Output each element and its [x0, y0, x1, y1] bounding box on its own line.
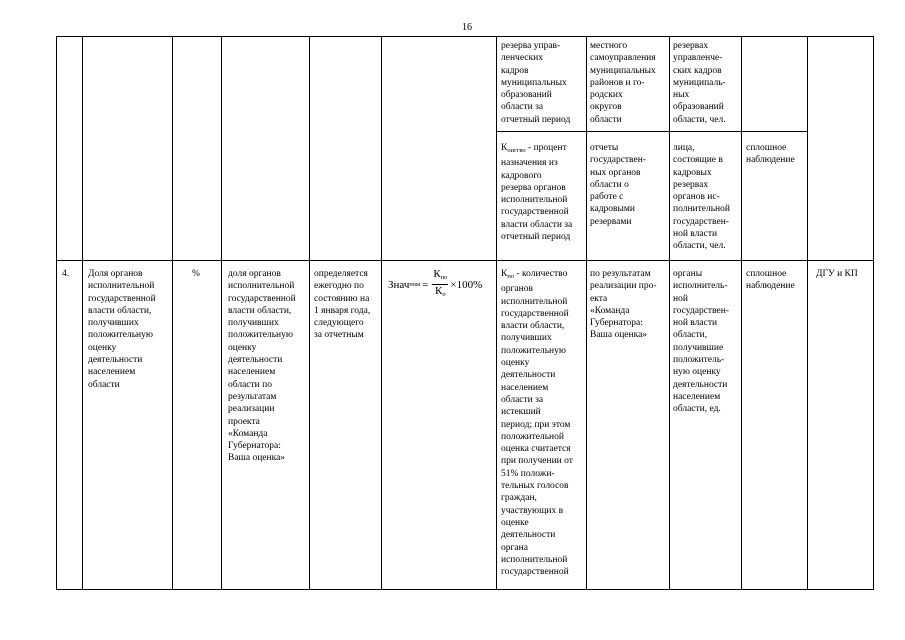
mid-row-col9-text: лица, состоящие в кадровых резервах органов ис- полнительной государствен- ной власти области, чел.	[673, 143, 730, 252]
row4-unit: %	[192, 269, 200, 279]
formula-numerator	[432, 268, 448, 285]
row-divider-1	[496, 131, 807, 132]
row4-definition: доля органов исполнительной государственной власти области, получивших положительную оценку деятельности населением области по результатам реализации проекта «Команда Губернатора: Ваша оценка»	[228, 269, 296, 464]
mid-row-symbol-subscript: оиггво	[507, 147, 526, 154]
formula-fraction	[432, 268, 448, 301]
row4-col7-text: - количество органов исполнительной государственной власти области, получивших положительную оценку деятельности населением области за истекший период; при этом положительной оценка считается при получении от 51% положи- тельных голосов граждан, участвующих в оценке деятельности органа исполнительной государственной	[501, 269, 573, 578]
top-row-col9-text: резервах управленче- ских кадров муниципаль- ных образований области, чел.	[673, 41, 726, 125]
col-line-1	[82, 36, 83, 590]
row4-col10-text: сплошное наблюдение	[746, 269, 795, 292]
formula-numerator-symbol: К	[433, 268, 441, 280]
row4-col9-text: органы исполнитель- ной государствен- ной власти области, получившие положитель- ную оценку деятельности населением области, ед.	[673, 269, 729, 415]
formula-denominator-symbol: К	[435, 285, 443, 297]
page-number: 16	[462, 22, 472, 33]
col-line-11	[873, 36, 874, 590]
col-line-7	[586, 36, 587, 590]
row4-indicator-name: Доля органов исполнительной государственной власти области, получивших положительную оценку деятельности населением области	[88, 269, 156, 390]
col-line-3	[221, 36, 222, 590]
row4-col11-text: ДГУ и КП	[816, 269, 858, 279]
formula-denominator-subscript: о	[442, 291, 446, 298]
formula-equals: =	[422, 278, 429, 291]
col-line-5	[381, 36, 382, 590]
mid-row-col10-text: сплошное наблюдение	[746, 143, 795, 166]
mid-row-col7-cell	[501, 142, 585, 243]
row4-col8-text: по результатам реализации про- екта «Команда Губернатора: Ваша оценка»	[590, 269, 657, 341]
row4-symbol-subscript: по	[507, 273, 515, 280]
formula-denominator	[435, 285, 446, 301]
row4-col7-cell	[501, 268, 585, 578]
table-bottom-border	[56, 589, 874, 590]
row4-formula	[388, 268, 482, 301]
col-line-0	[56, 36, 57, 590]
formula-multiplier: ×100%	[450, 278, 483, 291]
table-top-border	[56, 36, 874, 37]
top-row-col8-text: местного самоуправления муниципальных районов и го- родских округов области	[590, 41, 656, 125]
row4-number: 4.	[62, 269, 70, 279]
top-row-col7-text: резерва управ- ленческих кадров муниципальных образований области за отчетный период	[501, 41, 571, 125]
mid-row-col8-text: отчеты государствен- ных органов области о работе с кадровыми резервами	[590, 143, 646, 227]
mid-row-col7-text: - процент назначения из кадрового резерва органов исполнительной государственной власти области за отчетный период	[501, 143, 573, 243]
mid-row-symbol: К	[501, 143, 508, 153]
col-line-4	[309, 36, 310, 590]
col-line-2	[172, 36, 173, 590]
row4-symbol: К	[501, 269, 508, 279]
formula-numerator-subscript: по	[440, 274, 448, 281]
col-line-8	[669, 36, 670, 590]
col-line-9	[741, 36, 742, 590]
formula-lhs-subscript: пом	[409, 280, 421, 288]
col-line-6	[496, 36, 497, 590]
col-line-10	[807, 36, 808, 590]
formula-lhs: Знач	[388, 278, 410, 291]
row4-timing: определяется ежегодно по состоянию на 1 января года, следующего за отчетным	[314, 269, 371, 341]
row-divider-2	[56, 260, 874, 261]
